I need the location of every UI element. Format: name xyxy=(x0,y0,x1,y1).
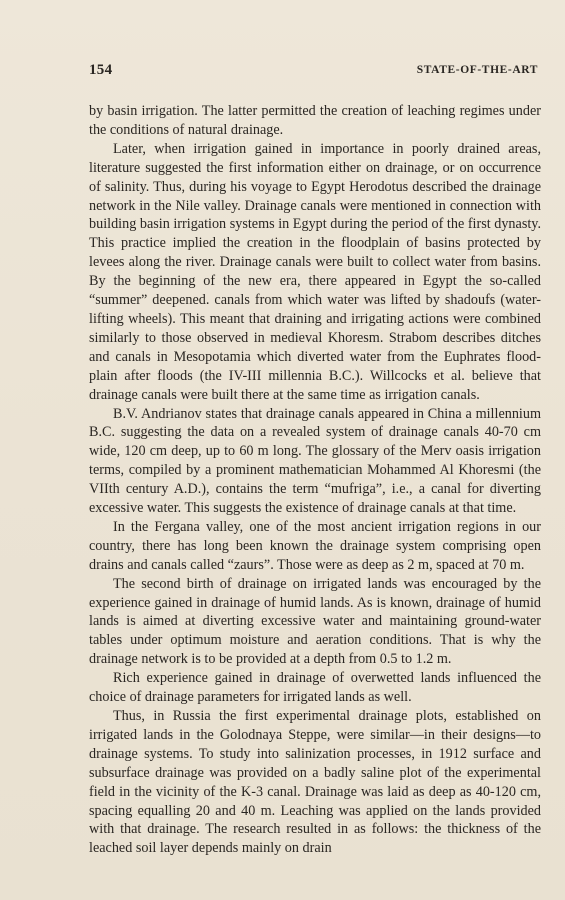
paragraph-russia-golodnaya-steppe: Thus, in Russia the first experimental drainage plots, established on irrigated lands in the Golodnaya Steppe, were similar—in their designs—to drainage systems. To study into salinization processes, in 1912 surface and subsurface drainage was provided on a badly saline plot of the experimental field in the vicinity of the K-3 canal. Drainage was laid as deep as 40-120 cm, spacing equalling 20 and 40 m. Leaching was applied on the lands provided with that drainage. The research resulted in as follows: the thickness of the leached soil layer depends mainly on drain xyxy=(89,708,541,857)
paragraph-humid-lands: The second birth of drainage on irrigated lands was encouraged by the experience gained in drainage of humid lands. As is known, drainage of humid lands is aimed at diverting excessive water and maintaining ground-water tables under optimum moisture and aeration conditions. That is why the drainage network is to be provided at a depth from 0.5 to 1.2 m. xyxy=(89,575,541,668)
page-number: 154 xyxy=(89,62,113,78)
body-text xyxy=(89,102,541,858)
paragraph-china-merv: B.V. Andrianov states that drainage canals appeared in China a millennium B.C. suggesting the data on a revealed system of drainage canals 40-70 cm wide, 120 cm deep, up to 60 m long. The glossary of the Merv oasis irrigation terms, compiled by a prominent mathematician Mohammed Al Khoresmi (the VIIth century A.D.), contains the term “mufriga”, i.e., a canal for diverting excessive water. This suggests the existence of drainage canals at that time. xyxy=(89,405,541,517)
paragraph-fergana-valley: In the Fergana valley, one of the most ancient irrigation regions in our country, there has long been known the drainage system comprising open drains and canals called “zaurs”. Those were as deep as 2 m, spaced at 70 m. xyxy=(89,518,541,573)
paragraph-egypt-history: Later, when irrigation gained in importance in poorly drained areas, literature suggested the first information either on drainage, or on occurrence of salinity. Thus, during his voyage to Egypt Herodotus described the drainage network in the Nile valley. Drainage canals were mentioned in connection with building basin irrigation systems in Egypt during the period of the first dynasty. This practice implied the creation in the floodplain of basins protected by levees along the river. Drainage canals were built to collect water from basins. By the beginning of the new era, there appeared in Egypt the so-called “summer” deepened. canals from which water was lifted by shadoufs (water-lifting wheels). This meant that draining and irrigating actions were combined similarly to those observed in medieval Khoresm. Strabom describes ditches and canals in Mesopotamia which diverted water from the Euphrates flood-plain after floods (the IV-III millennia B.C.). Willcocks et al. believe that drainage canals were built there at the same time as irrigation canals. xyxy=(89,140,541,403)
paragraph-continuation: by basin irrigation. The latter permitted the creation of leaching regimes under the conditions of natural drainage. xyxy=(89,103,541,138)
page-header xyxy=(89,62,538,80)
paragraph-overwetted-lands: Rich experience gained in drainage of overwetted lands influenced the choice of drainage parameters for irrigated lands as well. xyxy=(89,670,541,706)
running-head: STATE-OF-THE-ART xyxy=(416,64,538,76)
